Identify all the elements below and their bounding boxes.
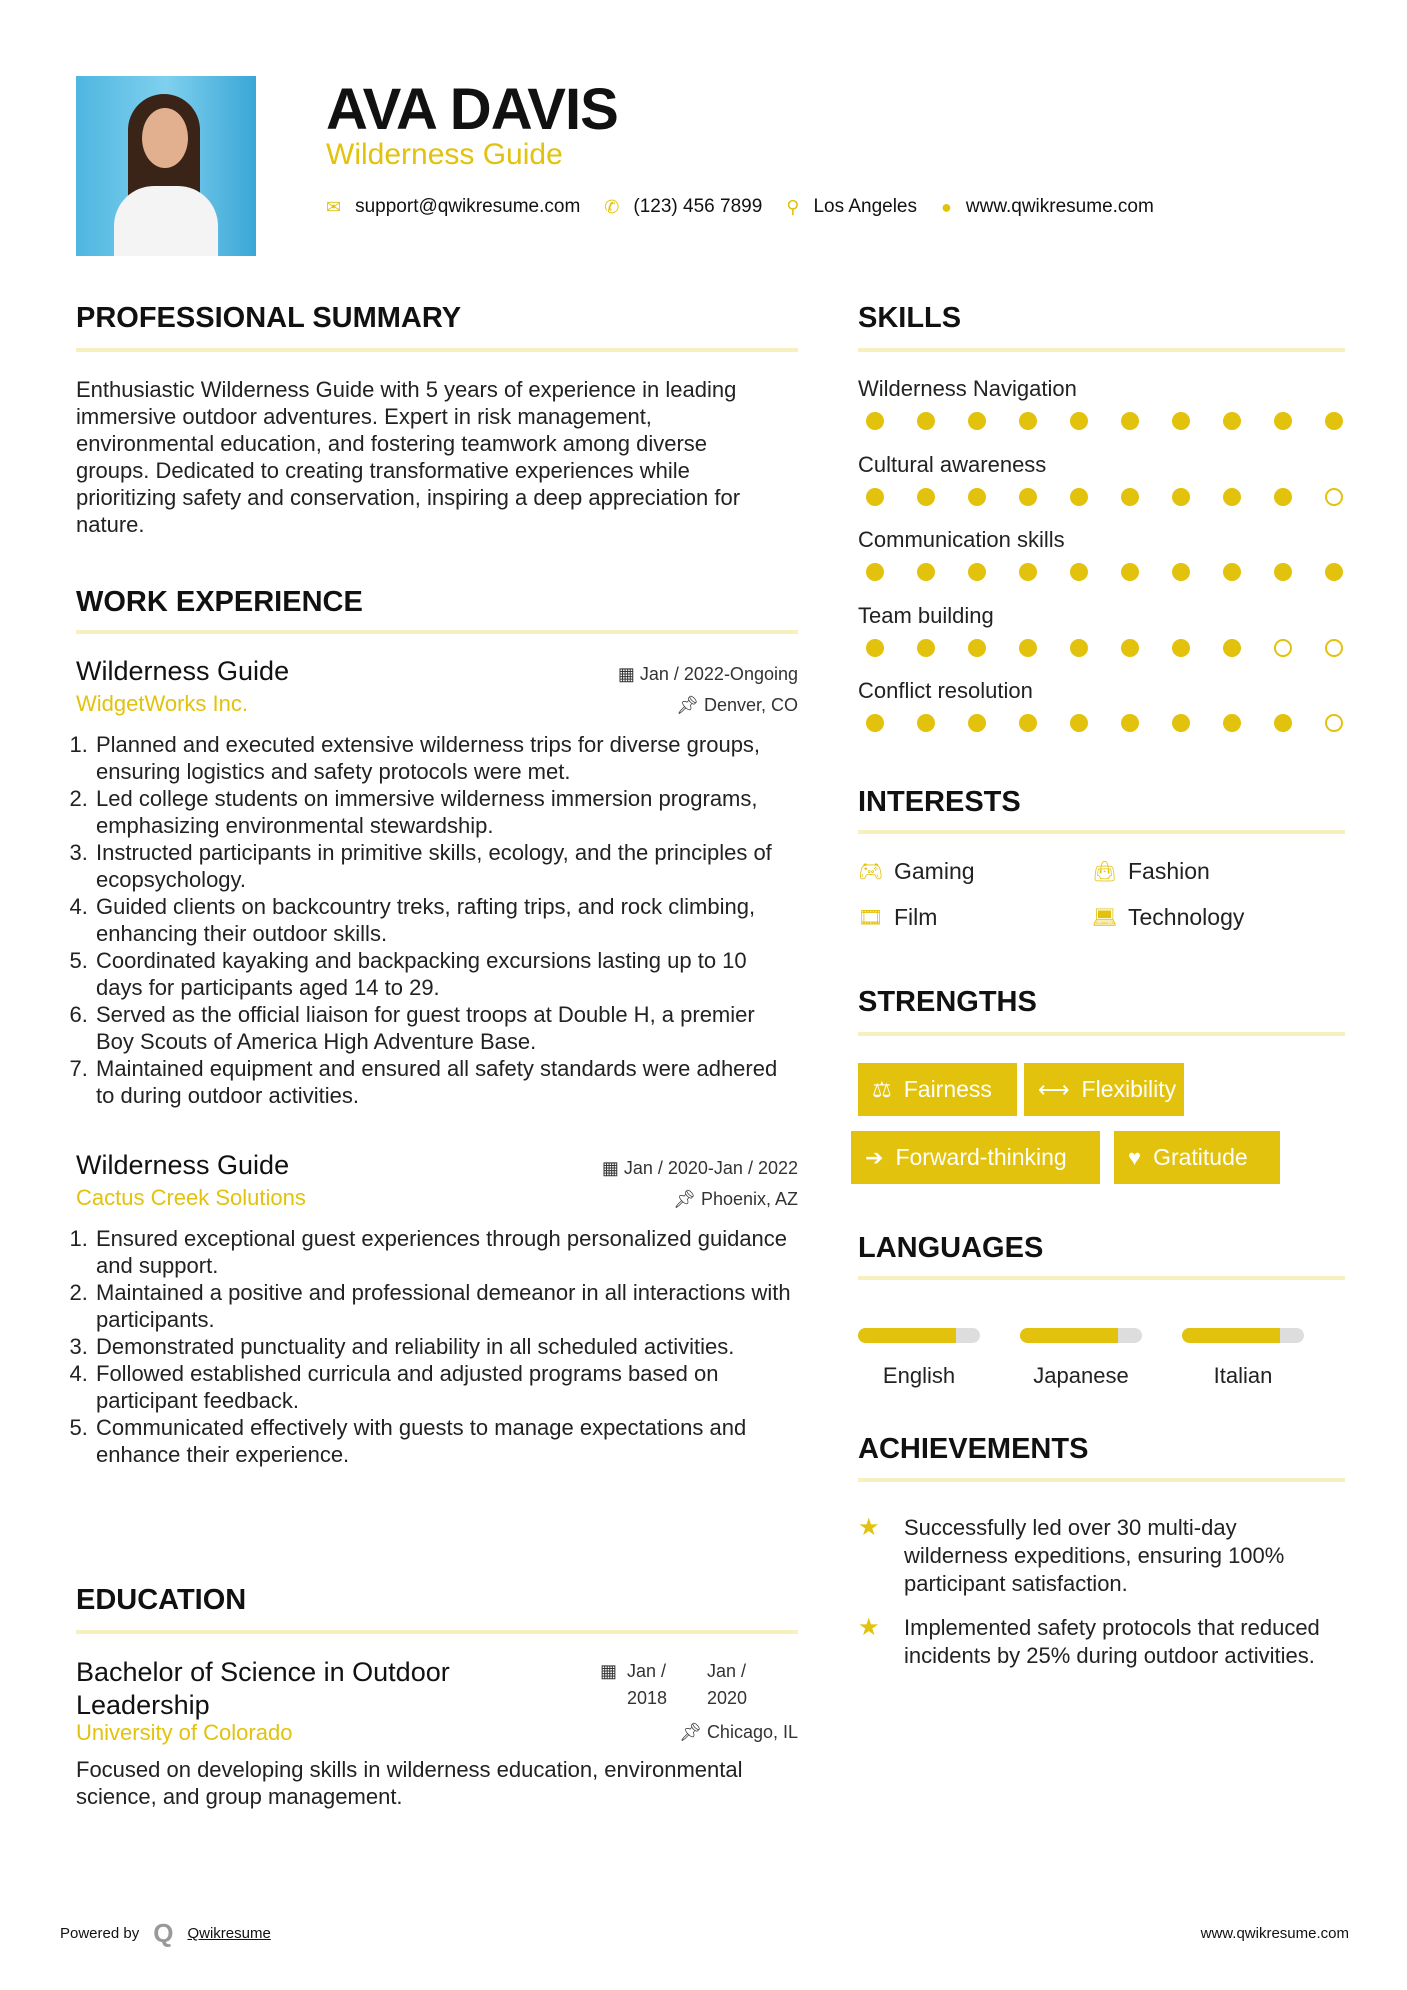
rating-dot-filled — [1070, 412, 1088, 430]
achievement-text: Successfully led over 30 multi-day wilderness expeditions, ensuring 100% participant satisfaction. — [904, 1515, 1285, 1596]
strength-label: Gratitude — [1153, 1144, 1248, 1170]
strength-tag — [1114, 1131, 1280, 1184]
skill-rating — [866, 639, 1343, 657]
job-entry — [76, 1150, 798, 1468]
rating-dot-filled — [968, 563, 986, 581]
rating-dot-filled — [1223, 639, 1241, 657]
rating-dot-filled — [1274, 714, 1292, 732]
interest-item — [858, 858, 975, 885]
rating-dot-filled — [1121, 714, 1139, 732]
rating-dot-filled — [968, 639, 986, 657]
rating-dot-filled — [866, 639, 884, 657]
footer-left — [60, 1918, 271, 1949]
rating-dot-filled — [1019, 563, 1037, 581]
interest-label: Gaming — [894, 858, 975, 884]
rating-dot-filled — [1019, 488, 1037, 506]
language-item — [858, 1328, 980, 1389]
contact-bar — [326, 196, 1178, 218]
rating-dot-filled — [968, 488, 986, 506]
rating-dot-empty — [1274, 639, 1292, 657]
edu-end: Jan / 2020 — [707, 1661, 748, 1708]
divider — [858, 1032, 1345, 1036]
job-bullets — [76, 731, 798, 1109]
strength-tag — [858, 1063, 1017, 1116]
language-name: Italian — [1213, 1363, 1273, 1388]
rating-dot-filled — [1172, 412, 1190, 430]
summary-heading: PROFESSIONAL SUMMARY — [76, 302, 462, 334]
divider — [76, 1630, 798, 1634]
powered-by-text: Powered by — [60, 1925, 140, 1942]
languages-heading: LANGUAGES — [858, 1232, 1044, 1264]
rating-dot-filled — [1070, 714, 1088, 732]
rating-dot-filled — [1172, 488, 1190, 506]
job-title: Wilderness Guide — [76, 1150, 290, 1180]
interest-item — [1092, 858, 1210, 885]
language-item — [1182, 1328, 1304, 1389]
job-title: Wilderness Guide — [76, 656, 290, 686]
divider — [858, 830, 1345, 834]
footer-website[interactable]: www.qwikresume.com — [1200, 1925, 1349, 1942]
skill-name: Wilderness Navigation — [858, 376, 1077, 401]
rating-dot-filled — [866, 412, 884, 430]
school-name: University of Colorado — [76, 1720, 293, 1745]
star-icon: ★ — [858, 1614, 880, 1641]
rating-dot-filled — [1223, 714, 1241, 732]
rating-dot-filled — [1325, 563, 1343, 581]
location: Los Angeles — [813, 196, 917, 217]
interest-item — [1092, 904, 1244, 931]
pushpin-icon: 📌︎ — [676, 695, 704, 715]
skill-row — [858, 376, 1348, 452]
job-date: Jan / 2020-Jan / 2022 — [623, 1158, 798, 1178]
rating-dot-filled — [1019, 412, 1037, 430]
achievements-heading: ACHIEVEMENTS — [858, 1433, 1089, 1465]
strength-label: Flexibility — [1081, 1076, 1177, 1102]
edu-description: Focused on developing skills in wilderness education, environmental science, and group management. — [76, 1757, 743, 1809]
interests-heading: INTERESTS — [858, 786, 1021, 818]
rating-dot-filled — [1325, 412, 1343, 430]
language-item — [1020, 1328, 1142, 1389]
rating-dot-filled — [917, 412, 935, 430]
rating-dot-filled — [1121, 488, 1139, 506]
rating-dot-filled — [917, 488, 935, 506]
skill-rating — [866, 563, 1343, 581]
rating-dot-filled — [1172, 714, 1190, 732]
phone-icon: ✆ — [604, 196, 620, 217]
rating-dot-filled — [1019, 714, 1037, 732]
job-bullet: 7. Maintained equipment and ensured all safety standards were adhered to during outdoor activities. — [94, 1055, 798, 1109]
pushpin-icon: 📌︎ — [679, 1722, 707, 1742]
job-bullet: 1. Ensured exceptional guest experiences through personalized guidance and support. — [94, 1225, 798, 1279]
rating-dot-filled — [1223, 563, 1241, 581]
rating-dot-filled — [917, 639, 935, 657]
company-name: WidgetWorks Inc. — [76, 691, 248, 716]
divider — [76, 630, 798, 634]
rating-dot-filled — [1274, 488, 1292, 506]
rating-dot-filled — [917, 563, 935, 581]
rating-dot-filled — [968, 412, 986, 430]
skill-name: Communication skills — [858, 527, 1065, 552]
interest-label: Fashion — [1128, 858, 1210, 884]
job-bullet: 2. Maintained a positive and professional demeanor in all interactions with participants. — [94, 1279, 798, 1333]
email[interactable]: support@qwikresume.com — [355, 196, 581, 217]
arrow-right-icon: ➔ — [865, 1144, 884, 1170]
divider — [858, 348, 1345, 352]
skill-name: Conflict resolution — [858, 678, 1033, 703]
map-marker-icon: ⚲ — [786, 196, 800, 217]
rating-dot-empty — [1325, 639, 1343, 657]
heart-icon: ♥ — [1128, 1144, 1142, 1170]
rating-dot-filled — [1274, 412, 1292, 430]
achievement-item — [858, 1614, 1338, 1670]
interest-item — [858, 904, 937, 931]
skill-name: Cultural awareness — [858, 451, 1047, 477]
job-bullet: 4. Followed established curricula and adjusted programs based on participant feedback. — [94, 1360, 798, 1414]
rating-dot-filled — [1223, 412, 1241, 430]
pushpin-icon: 📌︎ — [673, 1189, 701, 1209]
rating-dot-filled — [1223, 488, 1241, 506]
rating-dot-filled — [1121, 639, 1139, 657]
strength-label: Fairness — [903, 1076, 992, 1102]
skill-rating — [866, 488, 1343, 506]
language-level-bar — [1182, 1328, 1304, 1343]
interest-label: Technology — [1128, 904, 1245, 930]
language-level-bar — [858, 1328, 980, 1343]
skill-rating — [866, 714, 1343, 732]
rating-dot-empty — [1325, 714, 1343, 732]
rating-dot-filled — [866, 563, 884, 581]
language-level-fill — [1182, 1328, 1280, 1343]
film-icon: 🎞︎ — [858, 907, 884, 929]
job-bullet: 4. Guided clients on backcountry treks, rafting trips, and rock climbing, enhancing their outdoor skills. — [94, 893, 798, 947]
achievement-item — [858, 1514, 1338, 1598]
education-heading: EDUCATION — [76, 1584, 247, 1616]
experience-heading: WORK EXPERIENCE — [76, 586, 363, 618]
rating-dot-filled — [968, 714, 986, 732]
rating-dot-filled — [866, 714, 884, 732]
skills-list — [858, 376, 1348, 754]
star-icon: ★ — [858, 1514, 880, 1541]
job-bullets — [76, 1225, 798, 1468]
skills-heading: SKILLS — [858, 302, 962, 334]
language-name: Japanese — [1033, 1363, 1129, 1388]
job-bullet: 3. Instructed participants in primitive skills, ecology, and the principles of ecopsychology. — [94, 839, 798, 893]
language-name: English — [882, 1363, 956, 1388]
degree: Bachelor of Science in Outdoor Leadership — [76, 1657, 450, 1720]
arrows-horizontal-icon: ⟷ — [1038, 1076, 1070, 1102]
job-bullet: 1. Planned and executed extensive wilderness trips for diverse groups, ensuring logistics and safety protocols were met. — [94, 731, 798, 785]
rating-dot-filled — [1019, 639, 1037, 657]
interest-label: Film — [894, 904, 938, 930]
envelope-icon: ✉ — [326, 196, 342, 217]
strength-tag — [851, 1131, 1100, 1184]
skill-name: Team building — [858, 602, 994, 628]
skill-row — [858, 527, 1348, 603]
job-location: Denver, CO — [703, 695, 798, 715]
rating-dot-filled — [1172, 639, 1190, 657]
website[interactable]: www.qwikresume.com — [965, 196, 1154, 217]
job-bullet: 5. Coordinated kayaking and backpacking excursions lasting up to 10 days for participants aged 14 to 29. — [94, 947, 798, 1001]
gamepad-icon: 🎮︎ — [858, 861, 884, 883]
rating-dot-filled — [1070, 488, 1088, 506]
language-level-fill — [1020, 1328, 1118, 1343]
calendar-icon: ▦ — [600, 1661, 618, 1681]
rating-dot-filled — [1172, 563, 1190, 581]
language-level-fill — [858, 1328, 956, 1343]
language-level-bar — [1020, 1328, 1142, 1343]
strengths-heading: STRENGTHS — [858, 986, 1037, 1018]
rating-dot-filled — [1121, 563, 1139, 581]
job-location: Phoenix, AZ — [700, 1189, 798, 1209]
globe-icon: ● — [941, 196, 952, 217]
job-entry — [76, 656, 798, 1109]
rating-dot-filled — [866, 488, 884, 506]
rating-dot-filled — [1274, 563, 1292, 581]
skill-row — [858, 452, 1348, 528]
divider — [858, 1478, 1345, 1482]
skill-rating — [866, 412, 1343, 430]
calendar-icon: ▦ — [601, 1158, 624, 1178]
calendar-icon: ▦ — [617, 664, 640, 684]
brand-link[interactable]: Qwikresume — [187, 1925, 271, 1942]
balance-scale-icon: ⚖ — [872, 1076, 892, 1102]
candidate-title: Wilderness Guide — [326, 138, 563, 171]
job-date: Jan / 2022-Ongoing — [639, 664, 798, 684]
divider — [76, 348, 798, 352]
divider — [858, 1276, 1345, 1280]
edu-start: Jan / 2018 — [627, 1661, 668, 1708]
laptop-icon: 💻︎ — [1092, 907, 1118, 929]
summary-text: Enthusiastic Wilderness Guide with 5 years of experience in leading immersive outdoor adventures. Expert in risk management, environmental education, and fostering teamwork among diverse groups. Dedicated to creating transformative experiences while prioritizing safety and conservation, inspiring a deep appreciation for nature. — [76, 377, 741, 537]
edu-location: Chicago, IL — [706, 1722, 798, 1742]
rating-dot-filled — [1070, 563, 1088, 581]
job-bullet: 6. Served as the official liaison for guest troops at Double H, a premier Boy Scouts of America High Adventure Base. — [94, 1001, 798, 1055]
phone: (123) 456 7899 — [633, 196, 763, 217]
strength-label: Forward-thinking — [895, 1144, 1067, 1170]
candidate-name: AVA DAVIS — [326, 77, 618, 142]
rating-dot-filled — [917, 714, 935, 732]
strength-tag — [1024, 1063, 1184, 1116]
rating-dot-filled — [1070, 639, 1088, 657]
rating-dot-filled — [1121, 412, 1139, 430]
skill-row — [858, 603, 1348, 679]
profile-photo — [76, 76, 256, 256]
job-bullet: 5. Communicated effectively with guests to manage expectations and enhance their experience. — [94, 1414, 798, 1468]
job-bullet: 3. Demonstrated punctuality and reliability in all scheduled activities. — [94, 1333, 798, 1360]
shopping-bag-icon: 👜︎ — [1092, 861, 1118, 883]
job-bullet: 2. Led college students on immersive wilderness immersion programs, emphasizing environmental stewardship. — [94, 785, 798, 839]
achievement-text: Implemented safety protocols that reduced incidents by 25% during outdoor activities. — [904, 1615, 1320, 1668]
skill-row — [858, 678, 1348, 754]
qwikresume-logo-icon: Q — [153, 1918, 174, 1948]
rating-dot-empty — [1325, 488, 1343, 506]
company-name: Cactus Creek Solutions — [76, 1185, 306, 1210]
